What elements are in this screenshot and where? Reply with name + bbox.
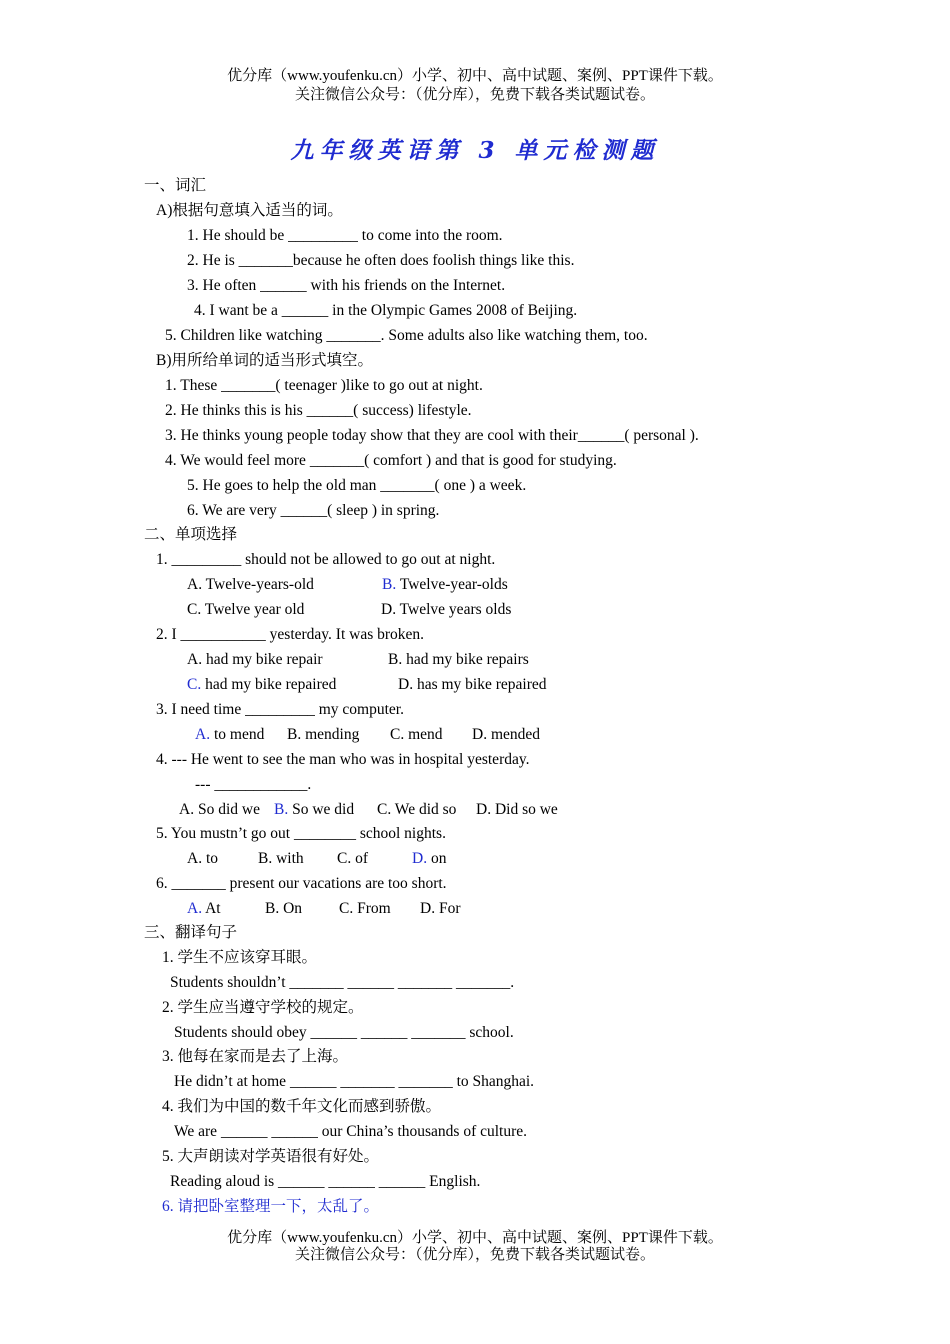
choice-q2-option-d: D. has my bike repaired — [398, 676, 547, 693]
choice-q3-option-b: B. mending — [287, 726, 360, 743]
translate-3-chinese: 3. 他每在家而是去了上海。 — [162, 1048, 349, 1065]
choice-q5-option-b: B. with — [258, 850, 304, 867]
vocab-b-item-5: 5. He goes to help the old man _______( one ) a week. — [187, 477, 527, 494]
choice-q4-stem: 4. --- He went to see the man who was in hospital yesterday. — [156, 751, 530, 768]
section-1b-heading: B)用所给单词的适当形式填空。 — [156, 352, 374, 369]
choice-q1-option-a: A. Twelve-years-old — [187, 576, 314, 593]
section-1-heading: 一、词汇 — [144, 177, 207, 194]
answer-mark: C. — [187, 676, 202, 693]
choice-q1-option-b — [382, 575, 508, 595]
section-3-heading: 三、翻译句子 — [144, 924, 238, 941]
option-text: At — [202, 900, 221, 917]
choice-q2-stem: 2. I ___________ yesterday. It was broken. — [156, 626, 425, 643]
choice-q3-option-a — [195, 725, 264, 745]
choice-q4-reply: --- ____________. — [195, 776, 312, 793]
option-text: on — [427, 850, 447, 867]
translate-4-english: We are ______ ______ our China’s thousands of culture. — [174, 1123, 528, 1140]
footer-line-2: 关注微信公众号：（优分库），免费下载各类试题试卷。 — [294, 1247, 655, 1263]
choice-q5-option-c: C. of — [337, 850, 368, 867]
choice-q1-stem: 1. _________ should not be allowed to go out at night. — [156, 551, 496, 568]
vocab-b-item-1: 1. These _______( teenager )like to go out at night. — [165, 377, 483, 394]
page-title: 九年级英语第 3 单元检测题 — [290, 137, 660, 164]
choice-q6-option-d: D. For — [420, 900, 461, 917]
translate-6-chinese: 6. 请把卧室整理一下，太乱了。 — [162, 1198, 380, 1215]
choice-q4-option-a: A. So did we — [179, 801, 260, 818]
footer-line-1: 优分库（www.youfenku.cn）小学、初中、高中试题、案例、PPT课件下载。 — [227, 1230, 723, 1246]
answer-mark: A. — [187, 900, 203, 917]
header-line-2: 关注微信公众号：（优分库），免费下载各类试题试卷。 — [294, 87, 655, 103]
choice-q5-option-d — [412, 849, 446, 869]
choice-q3-option-d: D. mended — [472, 726, 541, 743]
vocab-a-item-1: 1. He should be _________ to come into the room. — [187, 227, 503, 244]
option-text: had my bike repaired — [201, 676, 337, 693]
section-1a-heading: A)根据句意填入适当的词。 — [156, 202, 343, 219]
choice-q4-option-d: D. Did so we — [476, 801, 558, 818]
translate-2-chinese: 2. 学生应当遵守学校的规定。 — [162, 999, 364, 1016]
answer-mark: B. — [382, 576, 397, 593]
translate-3-english: He didn’t at home ______ _______ _______ to Shanghai. — [174, 1073, 535, 1090]
choice-q4-option-c: C. We did so — [377, 801, 457, 818]
choice-q2-option-c — [187, 675, 336, 695]
vocab-b-item-2: 2. He thinks this is his ______( success) lifestyle. — [165, 402, 472, 419]
translate-5-english: Reading aloud is ______ ______ ______ English. — [170, 1173, 481, 1190]
translate-2-english: Students should obey ______ ______ _______ school. — [174, 1024, 514, 1041]
choice-q3-option-c: C. mend — [390, 726, 443, 743]
choice-q6-option-a — [187, 899, 221, 919]
choice-q1-option-d: D. Twelve years olds — [381, 601, 512, 618]
vocab-b-item-4: 4. We would feel more _______( comfort ) and that is good for studying. — [165, 452, 617, 469]
vocab-a-item-5: 5. Children like watching _______. Some adults also like watching them, too. — [165, 327, 648, 344]
choice-q2-option-b: B. had my bike repairs — [388, 651, 529, 668]
option-text: Twelve-year-olds — [396, 576, 508, 593]
choice-q2-option-a: A. had my bike repair — [187, 651, 323, 668]
option-text: So we did — [288, 801, 355, 818]
vocab-b-item-3: 3. He thinks young people today show that they are cool with their______( personal ). — [165, 427, 699, 444]
choice-q1-option-c: C. Twelve year old — [187, 601, 305, 618]
choice-q6-option-c: C. From — [339, 900, 391, 917]
choice-q5-stem: 5. You mustn’t go out ________ school nights. — [156, 825, 446, 842]
answer-mark: D. — [412, 850, 428, 867]
translate-1-english: Students shouldn’t _______ ______ _______ _______. — [170, 974, 515, 991]
option-text: to mend — [210, 726, 265, 743]
choice-q4-option-b — [274, 800, 354, 820]
vocab-b-item-6: 6. We are very ______( sleep ) in spring. — [187, 502, 440, 519]
answer-mark: B. — [274, 801, 289, 818]
choice-q6-option-b: B. On — [265, 900, 303, 917]
translate-1-chinese: 1. 学生不应该穿耳眼。 — [162, 949, 318, 966]
vocab-a-item-3: 3. He often ______ with his friends on the Internet. — [187, 277, 506, 294]
answer-mark: A. — [195, 726, 211, 743]
choice-q5-option-a: A. to — [187, 850, 218, 867]
vocab-a-item-2: 2. He is _______because he often does foolish things like this. — [187, 252, 575, 269]
section-2-heading: 二、单项选择 — [144, 526, 238, 543]
translate-5-chinese: 5. 大声朗读对学英语很有好处。 — [162, 1148, 380, 1165]
vocab-a-item-4: 4. I want be a ______ in the Olympic Games 2008 of Beijing. — [194, 302, 578, 319]
header-line-1: 优分库（www.youfenku.cn）小学、初中、高中试题、案例、PPT课件下载。 — [227, 68, 723, 84]
translate-4-chinese: 4. 我们为中国的数千年文化而感到骄傲。 — [162, 1098, 442, 1115]
choice-q3-stem: 3. I need time _________ my computer. — [156, 701, 404, 718]
choice-q6-stem: 6. _______ present our vacations are too short. — [156, 875, 447, 892]
